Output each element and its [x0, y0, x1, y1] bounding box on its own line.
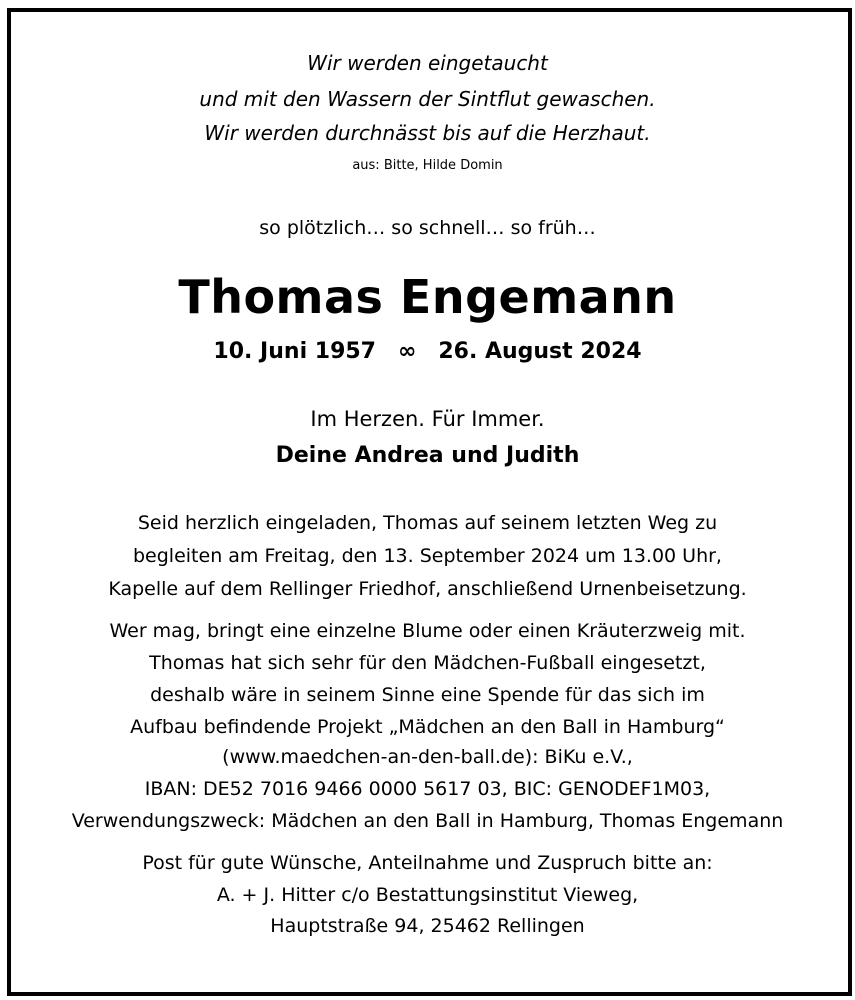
mail-line-3: Hauptstraße 94, 25462 Rellingen [270, 915, 585, 937]
life-dates [0, 339, 855, 364]
donation-line-7: Verwendungszweck: Mädchen an den Ball in Hamburg, Thomas Engemann [71, 810, 784, 832]
death-date: 26. August 2024 [438, 339, 642, 364]
infinity-icon: ∞ [398, 339, 417, 364]
poem-source: aus: Bitte, Hilde Domin [352, 158, 503, 173]
donation-line-6: IBAN: DE52 7016 9466 0000 5617 03, BIC: GENODEF1M03, [144, 778, 711, 800]
invitation-line-3: Kapelle auf dem Rellinger Friedhof, anschließend Urnenbeisetzung. [108, 578, 747, 600]
poem-line-2: und mit den Wassern der Sintflut gewaschen. [199, 87, 656, 111]
poem-line-3: Wir werden durchnässt bis auf die Herzhaut. [204, 121, 651, 145]
farewell-line: Im Herzen. Für Immer. [310, 407, 545, 431]
birth-date: 10. Juni 1957 [213, 339, 376, 364]
motto: so plötzlich… so schnell… so früh… [259, 217, 596, 239]
poem-line-1: Wir werden eingetaucht [307, 51, 548, 75]
donation-line-1: Wer mag, bringt eine einzelne Blume oder einen Kräuterzweig mit. [109, 620, 746, 642]
deceased-name: Thomas Engemann [178, 270, 677, 324]
mail-line-2: A. + J. Hitter c/o Bestattungsinstitut Vieweg, [216, 884, 639, 906]
donation-line-5: (www.maedchen-an-den-ball.de): BiKu e.V., [222, 746, 633, 768]
mail-line-1: Post für gute Wünsche, Anteilnahme und Zuspruch bitte an: [142, 852, 713, 874]
donation-line-2: Thomas hat sich sehr für den Mädchen-Fußball eingesetzt, [149, 652, 706, 674]
donation-line-4: Aufbau befindende Projekt „Mädchen an den Ball in Hamburg“ [130, 716, 725, 738]
notice-border [7, 8, 852, 996]
donation-line-3: deshalb wäre in seinem Sinne eine Spende für das sich im [150, 684, 705, 706]
invitation-line-2: begleiten am Freitag, den 13. September 2024 um 13.00 Uhr, [133, 545, 722, 567]
family-signature: Deine Andrea und Judith [275, 443, 580, 468]
invitation-line-1: Seid herzlich eingeladen, Thomas auf seinem letzten Weg zu [137, 512, 718, 534]
